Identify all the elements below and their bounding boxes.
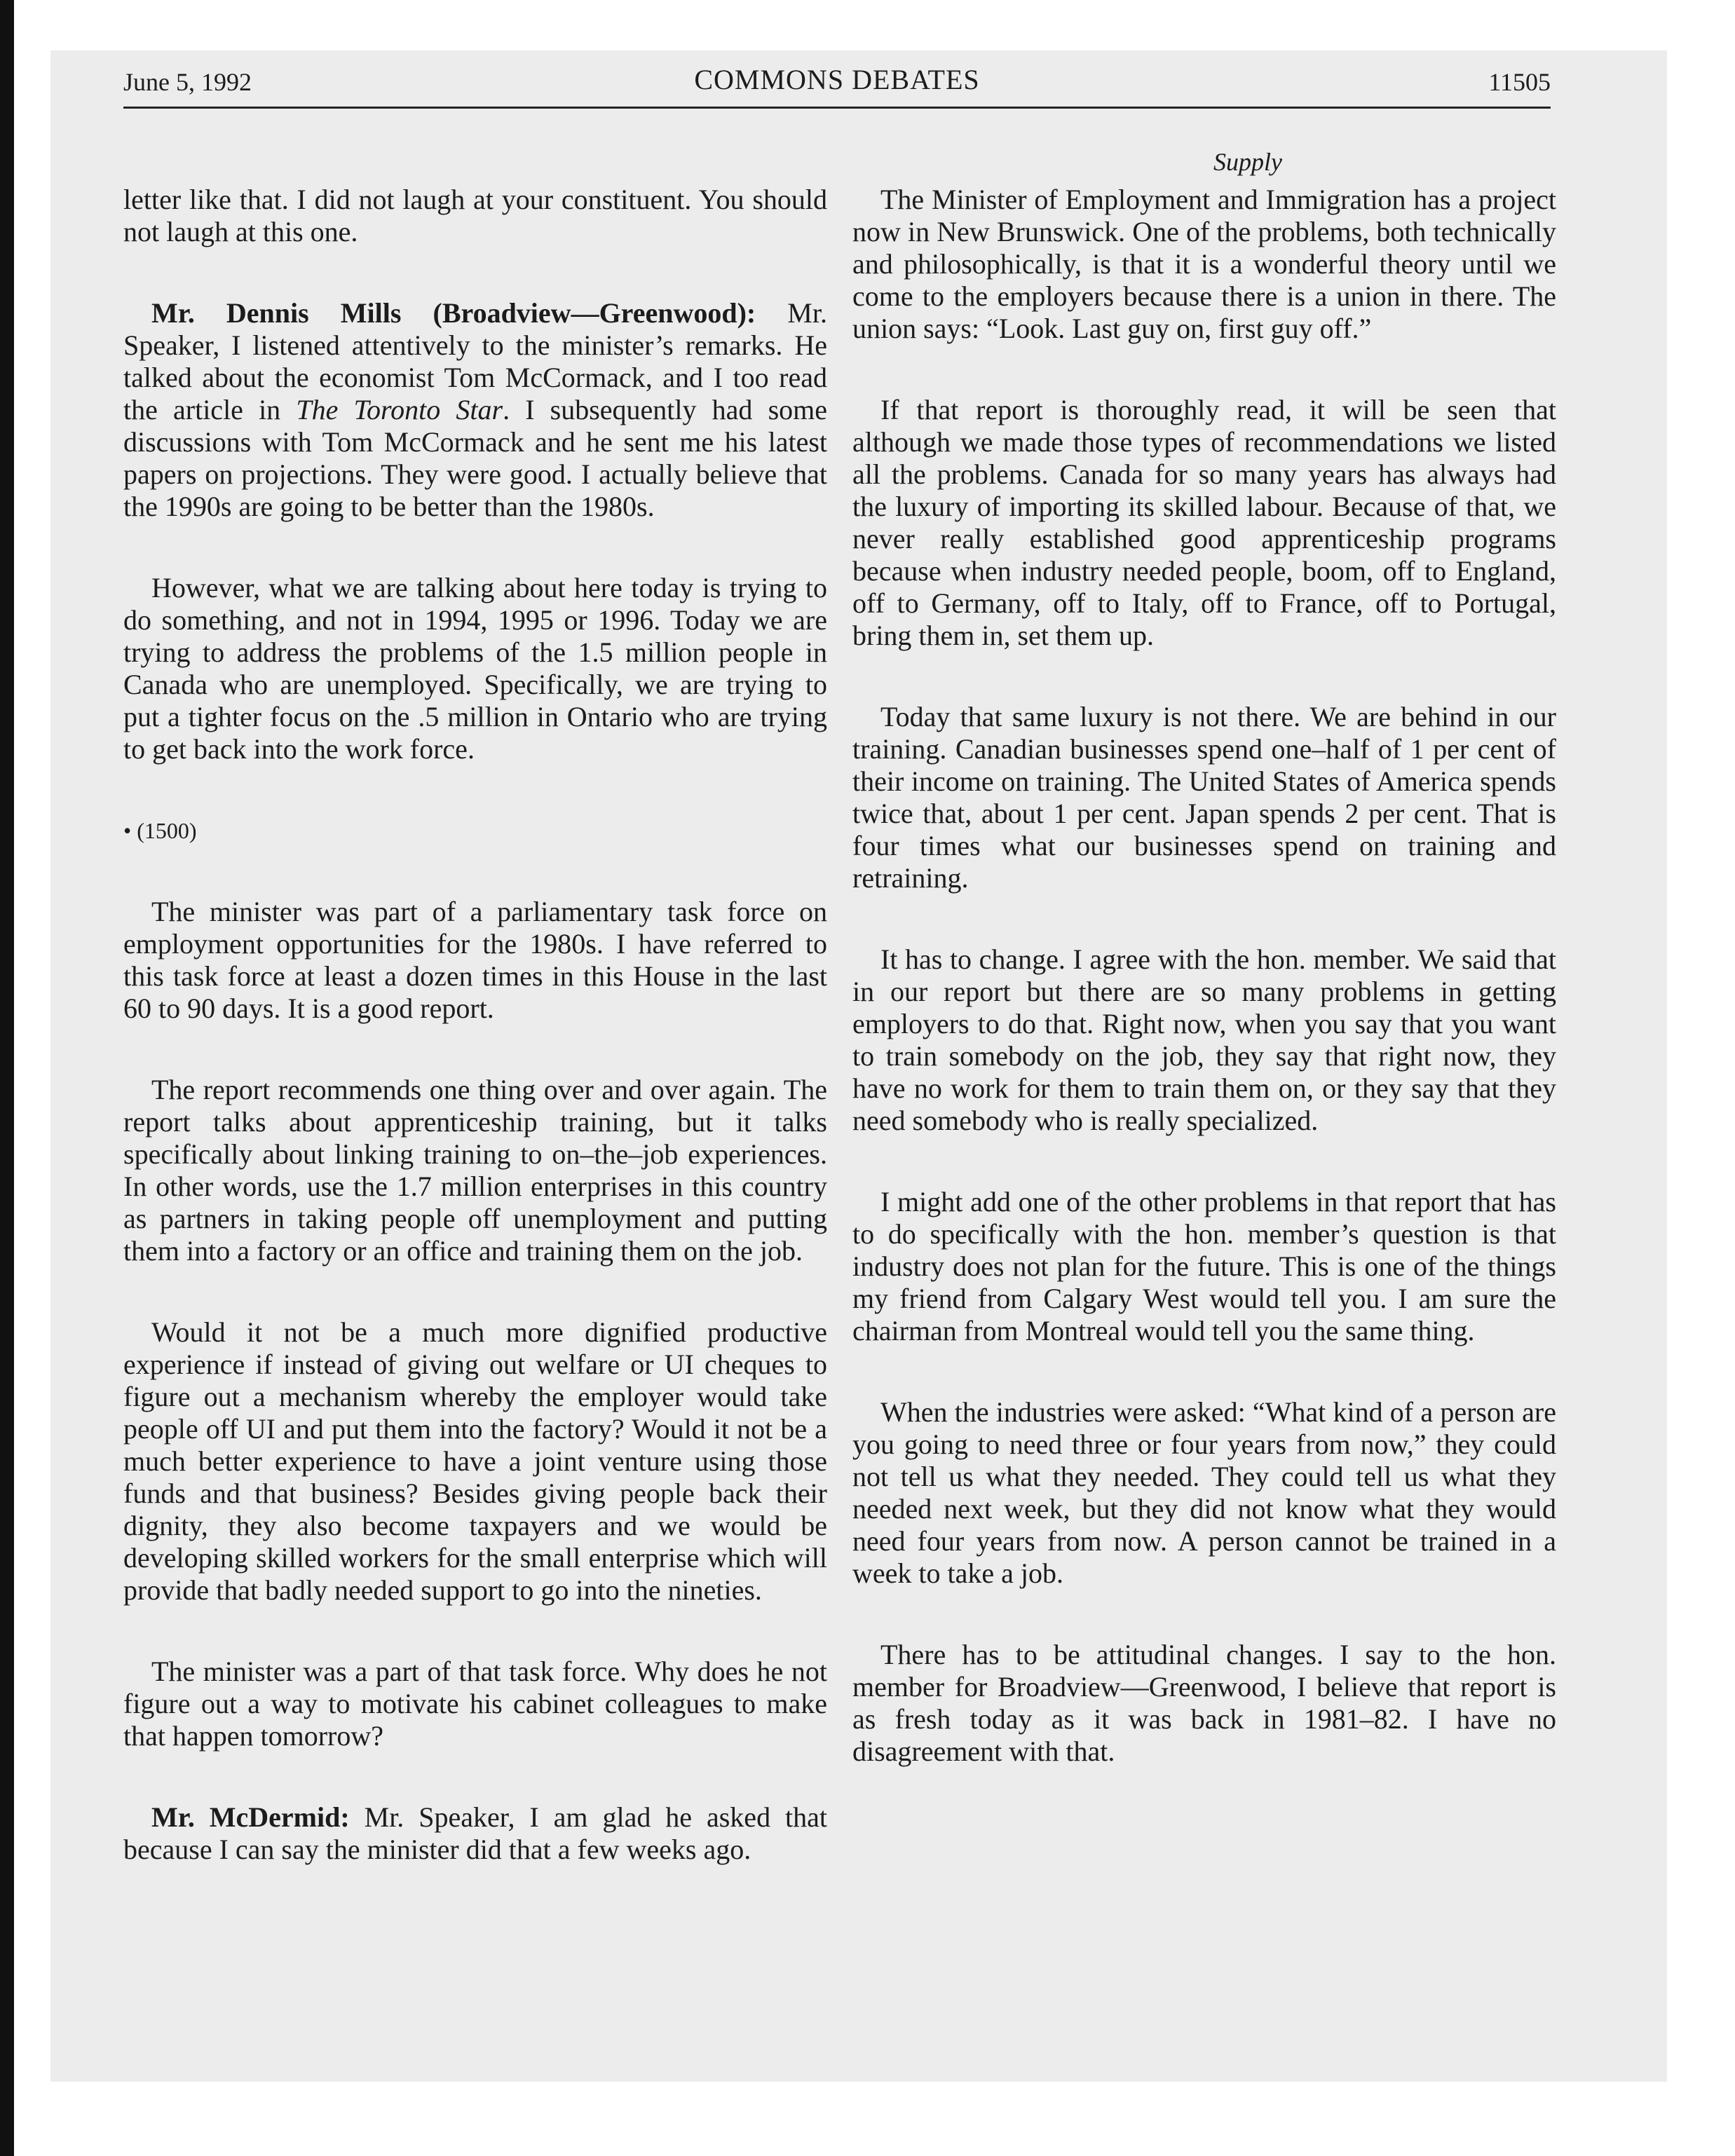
header-rule [123, 107, 1551, 109]
paragraph: If that report is thoroughly read, it will be seen that although we made those types of recommendations we listed all the problems. Canada for so many years has always had the luxury of importing its skilled labour. Because of that, we never really established good apprenticeship programs because when industry needed people, boom, off to England, off to Germany, off to Italy, off to France, off to Portugal, bring them in, set them up. [852, 394, 1556, 651]
page-header [123, 63, 1551, 105]
header-page-number: 11505 [1488, 68, 1551, 96]
paragraph: It has to change. I agree with the hon. member. We said that in our report but there are so many problems in getting employers to do that. Right now, when you say that you want to train somebody on the job, they say that right now, they have no work for them to train them on, or they say that they need somebody who is really specialized. [852, 943, 1556, 1136]
paragraph: The report recommends one thing over and over again. The report talks about apprenticeship training, but it talks specifically about linking training to on–the–job experiences. In other words, use the 1.7 million enterprises in this country as partners in taking people off unemployment and putting them into a factory or an office and training them on the job. [123, 1074, 827, 1267]
paragraph [123, 1801, 827, 1866]
paragraph: There has to be attitudinal changes. I say to the hon. member for Broadview—Greenwood, I believe that report is as fresh today as it was back in 1981–82. I have no disagreement with that. [852, 1639, 1556, 1767]
running-head: Supply [1213, 148, 1282, 176]
paragraph: letter like that. I did not laugh at your constituent. You should not laugh at this one. [123, 184, 827, 247]
paragraph-text: Mr. Speaker, I am glad he asked that because I can say the minister did that a few weeks ago. [123, 1801, 827, 1865]
header-title: COMMONS DEBATES [694, 64, 980, 95]
paragraph: When the industries were asked: “What kind of a person are you going to need three or four years from now,” they could not tell us what they needed. They could tell us what they needed next week, but they did not know what they would need four years from now. A person cannot be trained in a week to take a job. [852, 1396, 1556, 1589]
paragraph-text: Mr. Speaker, I listened attentively to the minister’s remarks. He talked about the economist Tom McCormack, and I too read the article in [123, 297, 827, 425]
paragraph [123, 297, 827, 523]
speaker-name: Mr. Dennis Mills (Broadview—Greenwood): [151, 297, 756, 329]
paragraph: The minister was part of a parliamentary task force on employment opportunities for the 1980s. I have referred to this task force at least a dozen times in this House in the last 60 to 90 days. It is a good report. [123, 896, 827, 1024]
paragraph: The Minister of Employment and Immigration has a project now in New Brunswick. One of the problems, both technically and philosophically, is that it is a wonderful theory until we come to the employers because there is a union in there. The union says: “Look. Last guy on, first guy off.” [852, 184, 1556, 344]
paragraph: However, what we are talking about here today is trying to do something, and not in 1994, 1995 or 1996. Today we are trying to address the problems of the 1.5 million people in Canada who are unemployed. Specifically, we are trying to put a tighter focus on the .5 million in Ontario who are trying to get back into the work force. [123, 572, 827, 765]
scan-edge-bar [0, 0, 14, 2156]
publication-title: The Toronto Star [296, 394, 503, 425]
paragraph: I might add one of the other problems in that report that has to do specifically with the hon. member’s question is that industry does not plan for the future. This is one of the things my friend from Calgary West would tell you. I am sure the chairman from Montreal would tell you the same thing. [852, 1186, 1556, 1346]
right-column [852, 184, 1556, 1817]
paragraph: The minister was a part of that task force. Why does he not figure out a way to motivate his cabinet colleagues to make that happen tomorrow? [123, 1656, 827, 1752]
header-date: June 5, 1992 [123, 68, 252, 96]
paragraph-text: . I subsequently had some discussions with Tom McCormack and he sent me his latest papers on projections. They were good. I actually believe that the 1990s are going to be better than the 1980s. [123, 394, 827, 522]
time-marker: • (1500) [123, 818, 197, 843]
paragraph: Would it not be a much more dignified productive experience if instead of giving out welfare or UI cheques to figure out a mechanism whereby the employer would take people off UI and put them into the factory? Would it not be a much better experience to have a joint venture using those funds and that business? Besides giving people back their dignity, they also become taxpayers and we would be developing skilled workers for the small enterprise which will provide that badly needed support to go into the nineties. [123, 1316, 827, 1606]
speaker-name: Mr. McDermid: [151, 1801, 350, 1833]
paragraph: Today that same luxury is not there. We are behind in our training. Canadian businesses spend one–half of 1 per cent of their income on training. The United States of America spends twice that, about 1 per cent. Japan spends 2 per cent. That is four times what our businesses spend on training and retraining. [852, 701, 1556, 894]
left-column [123, 184, 827, 1915]
